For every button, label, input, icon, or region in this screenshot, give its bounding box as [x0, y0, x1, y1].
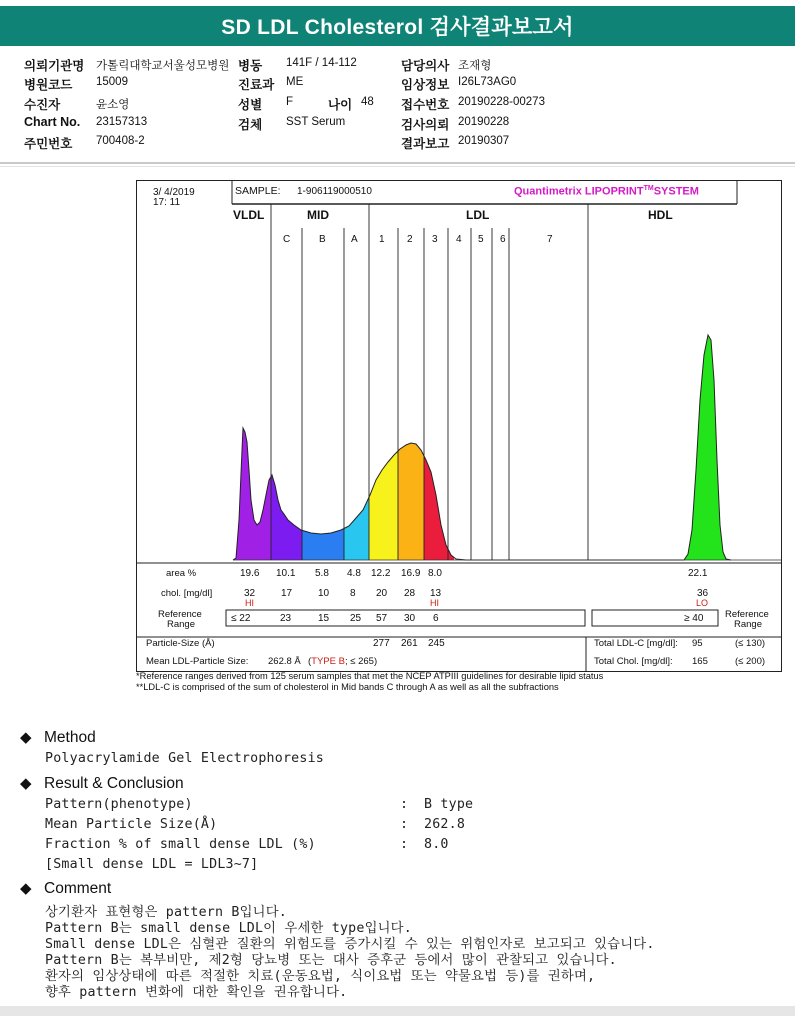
ref-b: 15: [318, 613, 330, 624]
report-time: 17: 11: [153, 197, 181, 208]
report-title: SD LDL Cholesterol 검사결과보고서: [0, 6, 795, 46]
footnote-2: **LDL-C is comprised of the sum of cholesterol in Mid bands C through A as well as all the subfractions: [136, 682, 559, 692]
patient-label: 수진자: [24, 98, 61, 112]
mean-particle-label: Mean LDL-Particle Size:: [146, 656, 249, 667]
ref-label-2: Range: [167, 619, 195, 630]
ssn-value: 700408-2: [96, 135, 145, 147]
footnotes: [136, 671, 603, 693]
specimen-label: 검체: [238, 118, 263, 132]
row-label-particle: Particle-Size (Å): [146, 638, 215, 649]
band-label-4: 4: [456, 234, 462, 245]
diamond-icon: ◆: [20, 880, 32, 897]
hospital-code-value: 15009: [96, 76, 128, 88]
method-text: Polyacrylamide Gel Electrophoresis: [45, 751, 324, 766]
sex-value: F: [286, 96, 294, 108]
ref-ldl3: 6: [433, 613, 439, 624]
type-annotation: [308, 656, 377, 667]
comment-line: Small dense LDL은 심혈관 질환의 위험도를 증가시킬 수 있는 위험인자로 보고되고 있습니다.: [45, 937, 655, 952]
chol-hdl: 36: [697, 588, 709, 599]
group-hdl: HDL: [648, 208, 673, 222]
chart-no-value: 23157313: [96, 116, 148, 128]
ward-value: 141F / 14-112: [286, 57, 357, 69]
area-c: 10.1: [276, 568, 296, 579]
comment-heading: [20, 879, 111, 898]
band-label-7: 7: [547, 234, 553, 245]
flag-ldl3: HI: [430, 598, 439, 608]
particle-ldl3: 245: [428, 638, 445, 649]
comment-heading-text: Comment: [44, 880, 112, 897]
band-label-1: 1: [379, 234, 385, 245]
group-vldl: VLDL: [233, 208, 265, 222]
divider: [0, 166, 795, 167]
report-date-label: 결과보고: [401, 137, 450, 151]
institution-label: 의뢰기관명: [24, 59, 85, 73]
flag-vldl: HI: [245, 598, 254, 608]
lipoprint-report: [136, 180, 782, 672]
method-heading-text: Method: [44, 729, 96, 746]
band-label-c: C: [283, 234, 291, 245]
age-label: 나이: [328, 98, 353, 112]
comment-line: 상기환자 표현형은 pattern B입니다.: [45, 905, 287, 920]
electrophoresis-chart: [136, 180, 782, 672]
result-heading: [20, 774, 184, 793]
area-ldl2: 16.9: [401, 568, 421, 579]
institution-value: 가톨릭대학교서울성모병원: [96, 60, 230, 72]
type-open: (: [308, 656, 312, 667]
specimen-value: SST Serum: [286, 116, 346, 128]
area-a: 4.8: [347, 568, 361, 579]
mean-particle-value: 262.8 Å: [268, 656, 301, 667]
band-label-a: A: [351, 234, 358, 245]
receipt-label: 접수번호: [401, 98, 450, 112]
right-ref-label-1: Reference: [725, 609, 769, 620]
total-ldl-range: (≤ 130): [735, 638, 766, 649]
clinical-value: I26L73AG0: [458, 76, 517, 88]
result-label-pattern: Pattern(phenotype): [45, 797, 193, 812]
comment-line: 환자의 임상상태에 따른 적절한 치료(운동요법, 식이요법 또는 약물요법 등)를 권하며,: [45, 969, 596, 984]
doctor-label: 담당의사: [401, 59, 450, 73]
comment-line: Pattern B는 복부비만, 제2형 당뇨병 또는 대사 증후군 등에서 많이 관찰되고 있습니다.: [45, 953, 617, 968]
request-value: 20190228: [458, 116, 510, 128]
ref-ldl1: 57: [376, 613, 388, 624]
ward-label: 병동: [238, 59, 263, 73]
ref-a: 25: [350, 613, 362, 624]
type-label: TYPE B: [311, 656, 345, 667]
result-value-size: 262.8: [424, 817, 466, 832]
doctor-value: 조재형: [458, 60, 492, 72]
comment-line: 향후 pattern 변화에 대한 확인을 권유합니다.: [45, 985, 348, 1000]
result-value-fraction: 8.0: [424, 837, 449, 852]
sample-label: SAMPLE:: [235, 185, 281, 197]
comment-line: Pattern B는 small dense LDL이 우세한 type입니다.: [45, 921, 412, 936]
flag-hdl: LO: [696, 598, 709, 608]
band-label-2: 2: [407, 234, 413, 245]
report-frame: [137, 181, 782, 672]
patient-info-block: [0, 50, 795, 160]
report-date: 3/ 4/2019: [153, 187, 195, 198]
ref-c: 23: [280, 613, 292, 624]
dept-label: 진료과: [238, 78, 275, 92]
row-label-chol: chol. [mg/dl]: [161, 588, 213, 599]
total-ldl-value: 95: [692, 638, 703, 649]
dept-value: ME: [286, 76, 304, 88]
total-chol-range: (≤ 200): [735, 656, 766, 667]
method-heading: [20, 728, 96, 747]
ref-vldl: ≤ 22: [231, 613, 251, 624]
chol-ldl3: 13: [430, 588, 442, 599]
ref-label-1: Reference: [158, 609, 202, 620]
area-vldl: 19.6: [240, 568, 260, 579]
result-label-fraction: Fraction % of small dense LDL (%): [45, 837, 316, 852]
area-hdl: 22.1: [688, 568, 708, 579]
chol-a: 8: [350, 588, 356, 599]
sample-value: 1-906119000510: [297, 186, 372, 197]
ref-hdl: ≥ 40: [684, 613, 704, 624]
sex-label: 성별: [238, 98, 263, 112]
chol-c: 17: [281, 588, 293, 599]
result-heading-text: Result & Conclusion: [44, 775, 184, 792]
band-label-3: 3: [432, 234, 438, 245]
group-ldl: LDL: [466, 208, 490, 222]
report-date-value: 20190307: [458, 135, 510, 147]
clinical-label: 임상정보: [401, 78, 450, 92]
result-sep: :: [400, 837, 409, 852]
diamond-icon: ◆: [20, 729, 32, 746]
diamond-icon: ◆: [20, 775, 32, 792]
total-chol-value: 165: [692, 656, 708, 667]
divider: [0, 162, 795, 164]
receipt-value: 20190228-00273: [458, 96, 545, 108]
system-name-text: Quantimetrix LIPOPRINT: [514, 185, 644, 198]
particle-ldl2: 261: [401, 638, 418, 649]
chol-ldl1: 20: [376, 588, 388, 599]
row-label-area: area %: [166, 568, 197, 579]
result-label-size: Mean Particle Size(Å): [45, 817, 218, 832]
band-label-5: 5: [478, 234, 484, 245]
footnote-1: *Reference ranges derived from 125 serum samples that met the NCEP ATPIII guidelines for desirable lipid status: [136, 671, 604, 681]
chol-b: 10: [318, 588, 330, 599]
hospital-code-label: 병원코드: [24, 78, 73, 92]
ref-ldl2: 30: [404, 613, 416, 624]
page-bottom-bar: [0, 1006, 795, 1016]
system-suffix: SYSTEM: [653, 185, 699, 198]
group-mid: MID: [307, 208, 329, 222]
chol-vldl: 32: [244, 588, 256, 599]
system-tm: TM: [643, 185, 654, 192]
band-label-6: 6: [500, 234, 506, 245]
total-chol-label: Total Chol. [mg/dl]:: [594, 656, 673, 667]
total-ldl-label: Total LDL-C [mg/dl]:: [594, 638, 678, 649]
age-value: 48: [361, 96, 374, 108]
area-b: 5.8: [315, 568, 329, 579]
area-ldl3: 8.0: [428, 568, 442, 579]
system-name: [514, 185, 699, 198]
type-close: ; ≤ 265): [344, 656, 378, 667]
ssn-label: 주민번호: [24, 137, 73, 151]
chol-ldl2: 28: [404, 588, 416, 599]
result-note: [Small dense LDL = LDL3~7]: [45, 857, 259, 872]
request-label: 검사의뢰: [401, 118, 450, 132]
area-ldl1: 12.2: [371, 568, 391, 579]
result-sep: :: [400, 797, 409, 812]
patient-value: 윤소영: [96, 99, 130, 111]
particle-ldl1: 277: [373, 638, 390, 649]
result-sep: :: [400, 817, 409, 832]
band-label-b: B: [319, 234, 326, 245]
chart-no-label: Chart No.: [24, 115, 81, 129]
result-value-pattern: B type: [424, 797, 474, 812]
right-ref-label-2: Range: [734, 619, 762, 630]
